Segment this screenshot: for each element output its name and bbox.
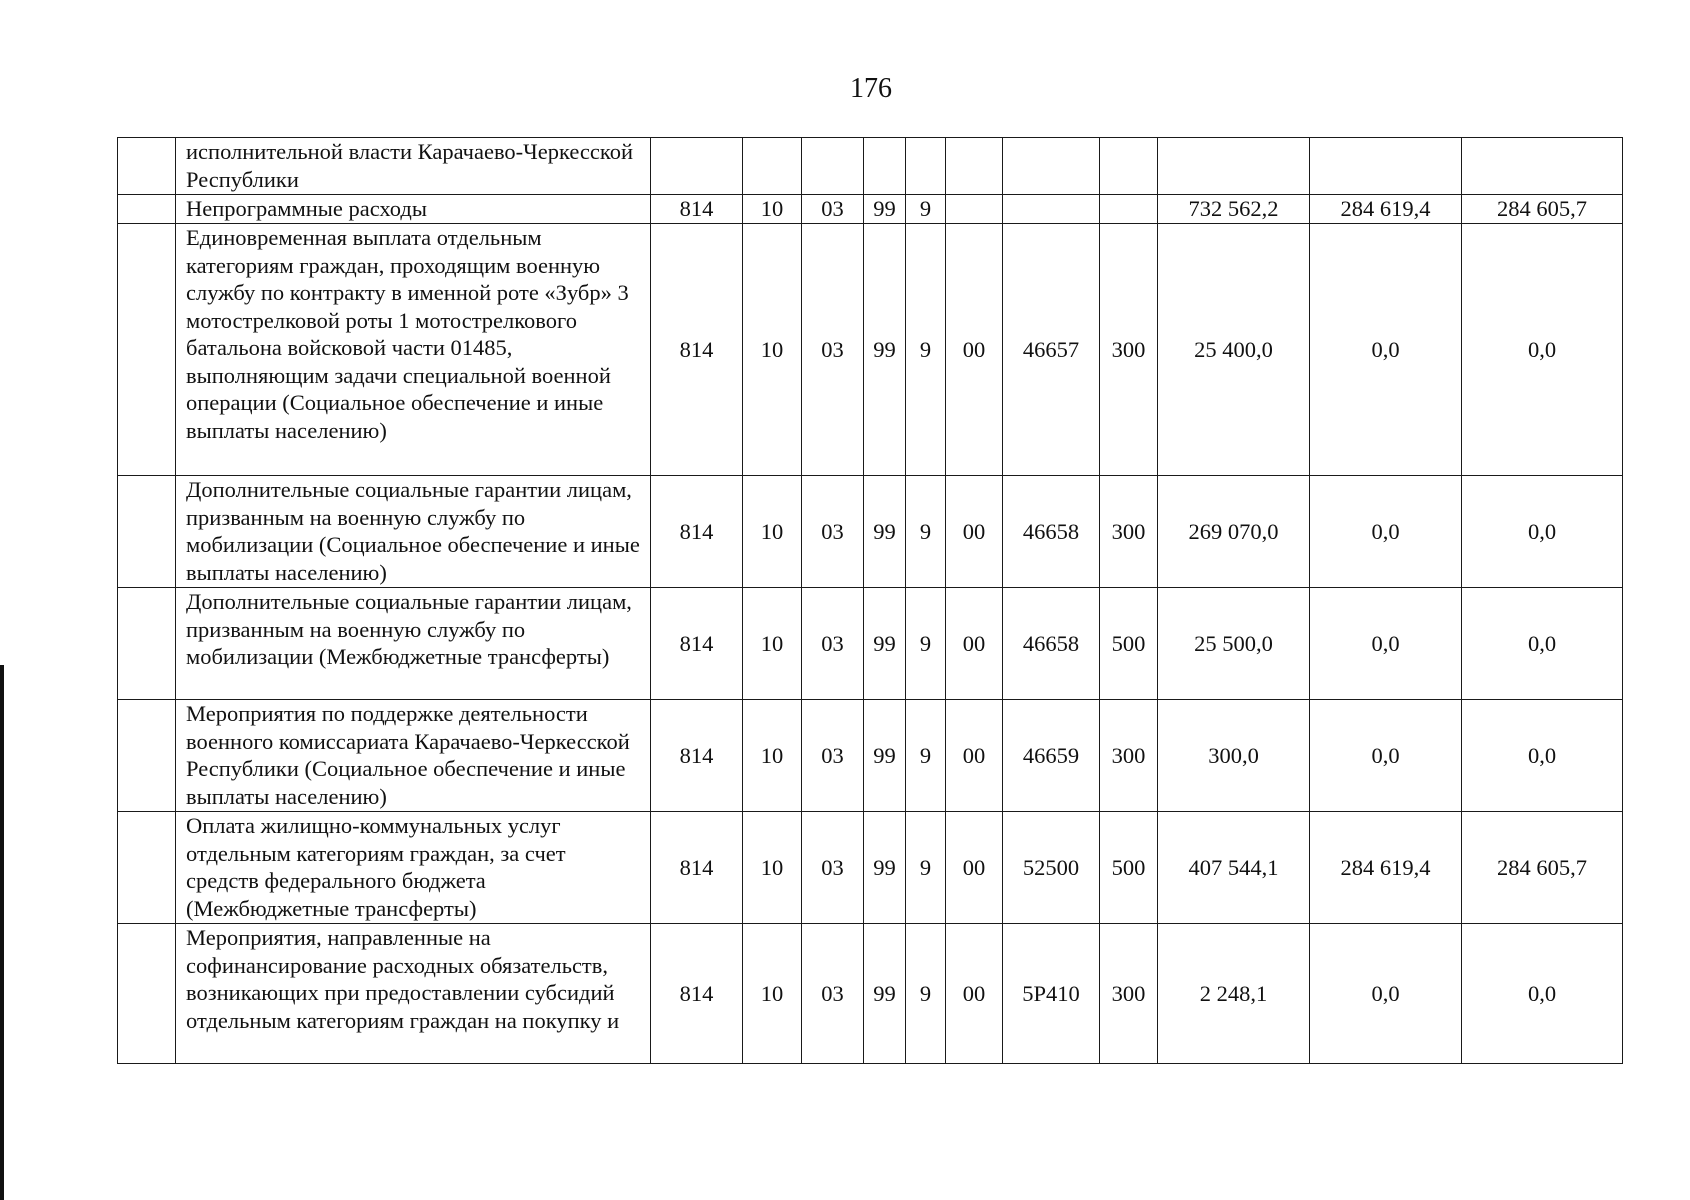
section-code-cell: 10 bbox=[743, 924, 802, 1064]
row-index-cell bbox=[118, 700, 176, 812]
program-code-cell bbox=[864, 138, 906, 195]
expense-type-code-cell bbox=[1100, 195, 1158, 224]
amount-year2-cell: 0,0 bbox=[1310, 700, 1462, 812]
direction-code-cell: 46658 bbox=[1003, 588, 1100, 700]
subprogram-code-cell: 9 bbox=[906, 476, 946, 588]
main-activity-code-cell: 00 bbox=[946, 476, 1003, 588]
page-number: 176 bbox=[850, 73, 892, 104]
amount-year3-cell: 0,0 bbox=[1462, 224, 1623, 476]
expense-type-code-cell: 300 bbox=[1100, 924, 1158, 1064]
amount-year3-cell: 284 605,7 bbox=[1462, 812, 1623, 924]
row-index-cell bbox=[118, 812, 176, 924]
expense-name-cell: Дополнительные социальные гарантии лицам, призванным на военную службу по мобилизации (Социальное обеспечение и иные выплаты населению) bbox=[176, 476, 651, 588]
row-index-cell bbox=[118, 476, 176, 588]
expense-name-cell: Мероприятия, направленные на софинансирование расходных обязательств, возникающих при предоставлении субсидий отдельным категориям граждан на покупку и bbox=[176, 924, 651, 1064]
budget-table bbox=[117, 137, 1623, 1064]
ministry-code-cell: 814 bbox=[651, 476, 743, 588]
main-activity-code-cell bbox=[946, 195, 1003, 224]
amount-year2-cell: 0,0 bbox=[1310, 588, 1462, 700]
expense-name-cell: исполнительной власти Карачаево-Черкесской Республики bbox=[176, 138, 651, 195]
scan-margin-line bbox=[0, 665, 4, 1200]
amount-year1-cell: 25 500,0 bbox=[1158, 588, 1310, 700]
section-code-cell: 10 bbox=[743, 476, 802, 588]
table-row bbox=[118, 138, 1623, 195]
subsection-code-cell: 03 bbox=[802, 224, 864, 476]
expense-name-cell: Мероприятия по поддержке деятельности военного комиссариата Карачаево-Черкесской Республики (Социальное обеспечение и иные выплаты населению) bbox=[176, 700, 651, 812]
table-row bbox=[118, 812, 1623, 924]
table-row bbox=[118, 224, 1623, 476]
program-code-cell: 99 bbox=[864, 588, 906, 700]
subsection-code-cell bbox=[802, 138, 864, 195]
amount-year1-cell: 2 248,1 bbox=[1158, 924, 1310, 1064]
main-activity-code-cell: 00 bbox=[946, 812, 1003, 924]
ministry-code-cell: 814 bbox=[651, 195, 743, 224]
expense-type-code-cell bbox=[1100, 138, 1158, 195]
section-code-cell: 10 bbox=[743, 812, 802, 924]
program-code-cell: 99 bbox=[864, 700, 906, 812]
subprogram-code-cell: 9 bbox=[906, 924, 946, 1064]
direction-code-cell: 46658 bbox=[1003, 476, 1100, 588]
amount-year1-cell: 732 562,2 bbox=[1158, 195, 1310, 224]
expense-type-code-cell: 300 bbox=[1100, 700, 1158, 812]
program-code-cell: 99 bbox=[864, 924, 906, 1064]
ministry-code-cell bbox=[651, 138, 743, 195]
row-index-cell bbox=[118, 588, 176, 700]
program-code-cell: 99 bbox=[864, 195, 906, 224]
subsection-code-cell: 03 bbox=[802, 195, 864, 224]
row-index-cell bbox=[118, 924, 176, 1064]
expense-name-cell: Непрограммные расходы bbox=[176, 195, 651, 224]
section-code-cell: 10 bbox=[743, 700, 802, 812]
amount-year1-cell: 300,0 bbox=[1158, 700, 1310, 812]
expense-name-cell: Дополнительные социальные гарантии лицам, призванным на военную службу по мобилизации (Межбюджетные трансферты) bbox=[176, 588, 651, 700]
expense-type-code-cell: 300 bbox=[1100, 476, 1158, 588]
amount-year1-cell: 407 544,1 bbox=[1158, 812, 1310, 924]
main-activity-code-cell: 00 bbox=[946, 588, 1003, 700]
subsection-code-cell: 03 bbox=[802, 588, 864, 700]
direction-code-cell: 46657 bbox=[1003, 224, 1100, 476]
direction-code-cell: 46659 bbox=[1003, 700, 1100, 812]
amount-year1-cell: 269 070,0 bbox=[1158, 476, 1310, 588]
direction-code-cell bbox=[1003, 138, 1100, 195]
program-code-cell: 99 bbox=[864, 224, 906, 476]
direction-code-cell: 5Р410 bbox=[1003, 924, 1100, 1064]
budget-table-container bbox=[117, 137, 1622, 1064]
subprogram-code-cell: 9 bbox=[906, 588, 946, 700]
section-code-cell: 10 bbox=[743, 224, 802, 476]
subprogram-code-cell bbox=[906, 138, 946, 195]
amount-year3-cell: 0,0 bbox=[1462, 588, 1623, 700]
ministry-code-cell: 814 bbox=[651, 924, 743, 1064]
expense-name-cell: Единовременная выплата отдельным категориям граждан, проходящим военную службу по контракту в именной роте «Зубр» 3 мотострелковой роты 1 мотострелкового батальона войсковой части 01485, выполняющим задачи специальной военной операции (Социальное обеспечение и иные выплаты населению) bbox=[176, 224, 651, 476]
direction-code-cell: 52500 bbox=[1003, 812, 1100, 924]
subprogram-code-cell: 9 bbox=[906, 195, 946, 224]
main-activity-code-cell: 00 bbox=[946, 924, 1003, 1064]
subprogram-code-cell: 9 bbox=[906, 224, 946, 476]
amount-year3-cell: 284 605,7 bbox=[1462, 195, 1623, 224]
expense-type-code-cell: 500 bbox=[1100, 588, 1158, 700]
section-code-cell bbox=[743, 138, 802, 195]
subsection-code-cell: 03 bbox=[802, 924, 864, 1064]
table-row bbox=[118, 195, 1623, 224]
ministry-code-cell: 814 bbox=[651, 224, 743, 476]
amount-year1-cell bbox=[1158, 138, 1310, 195]
program-code-cell: 99 bbox=[864, 812, 906, 924]
amount-year2-cell: 284 619,4 bbox=[1310, 195, 1462, 224]
amount-year1-cell: 25 400,0 bbox=[1158, 224, 1310, 476]
subsection-code-cell: 03 bbox=[802, 476, 864, 588]
row-index-cell bbox=[118, 195, 176, 224]
table-row bbox=[118, 588, 1623, 700]
amount-year3-cell: 0,0 bbox=[1462, 700, 1623, 812]
amount-year2-cell bbox=[1310, 138, 1462, 195]
table-row bbox=[118, 476, 1623, 588]
expense-type-code-cell: 500 bbox=[1100, 812, 1158, 924]
program-code-cell: 99 bbox=[864, 476, 906, 588]
amount-year2-cell: 284 619,4 bbox=[1310, 812, 1462, 924]
budget-table-body bbox=[118, 138, 1623, 1064]
row-index-cell bbox=[118, 138, 176, 195]
main-activity-code-cell bbox=[946, 138, 1003, 195]
table-row bbox=[118, 924, 1623, 1064]
ministry-code-cell: 814 bbox=[651, 700, 743, 812]
subprogram-code-cell: 9 bbox=[906, 812, 946, 924]
section-code-cell: 10 bbox=[743, 588, 802, 700]
table-row bbox=[118, 700, 1623, 812]
section-code-cell: 10 bbox=[743, 195, 802, 224]
row-index-cell bbox=[118, 224, 176, 476]
ministry-code-cell: 814 bbox=[651, 812, 743, 924]
ministry-code-cell: 814 bbox=[651, 588, 743, 700]
amount-year3-cell: 0,0 bbox=[1462, 924, 1623, 1064]
subsection-code-cell: 03 bbox=[802, 812, 864, 924]
main-activity-code-cell: 00 bbox=[946, 700, 1003, 812]
expense-name-cell: Оплата жилищно-коммунальных услуг отдельным категориям граждан, за счет средств федерального бюджета (Межбюджетные трансферты) bbox=[176, 812, 651, 924]
subprogram-code-cell: 9 bbox=[906, 700, 946, 812]
amount-year2-cell: 0,0 bbox=[1310, 924, 1462, 1064]
amount-year2-cell: 0,0 bbox=[1310, 476, 1462, 588]
direction-code-cell bbox=[1003, 195, 1100, 224]
amount-year3-cell bbox=[1462, 138, 1623, 195]
subsection-code-cell: 03 bbox=[802, 700, 864, 812]
amount-year2-cell: 0,0 bbox=[1310, 224, 1462, 476]
amount-year3-cell: 0,0 bbox=[1462, 476, 1623, 588]
main-activity-code-cell: 00 bbox=[946, 224, 1003, 476]
expense-type-code-cell: 300 bbox=[1100, 224, 1158, 476]
